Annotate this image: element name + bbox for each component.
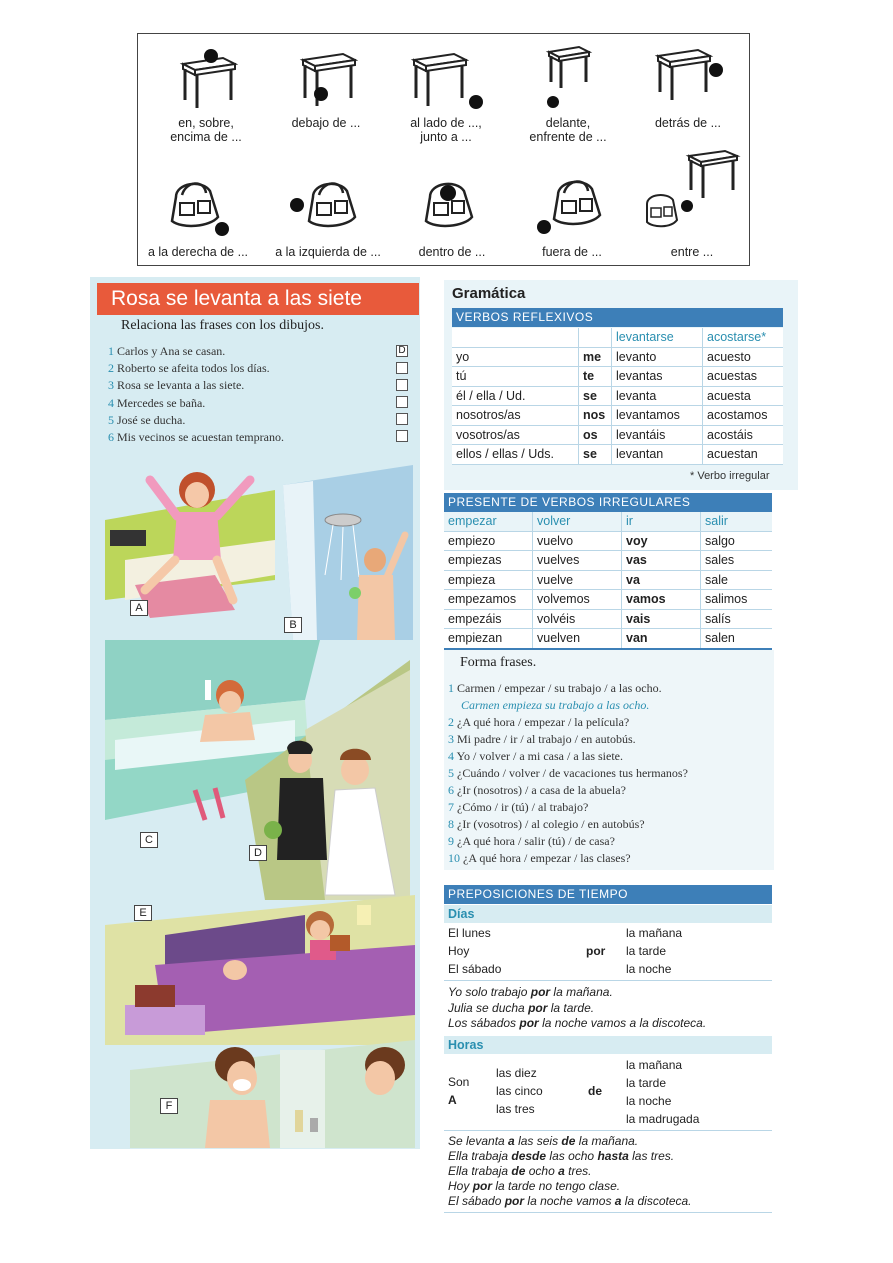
prep-outside-bag <box>512 169 632 259</box>
exercise-instruction: Relaciona las frases con los dibujos. <box>121 318 324 333</box>
prep-label-4: delante, enfrente de ... <box>529 116 607 144</box>
prep-label-5: detrás de ... <box>654 116 721 130</box>
exercise-list <box>108 343 408 446</box>
answer-box-1[interactable]: D <box>396 345 408 357</box>
table-ball-front-illustration <box>533 42 603 112</box>
prep-label-9: fuera de ... <box>542 245 602 259</box>
irregular-col-row: empezar volver ir salir <box>444 512 772 531</box>
scene-label-d: D <box>249 845 267 861</box>
forma-item-9: 9 ¿A qué hora / salir (tú) / de casa? <box>448 834 615 848</box>
divider <box>444 1130 772 1131</box>
dias-right-1: la mañana <box>626 926 683 940</box>
dias-example-3: Los sábados por la noche vamos a la discoteca. <box>448 1016 707 1030</box>
table-ball-under-illustration <box>291 42 361 112</box>
prep-between <box>632 146 752 259</box>
dias-example-1: Yo solo trabajo por la mañana. <box>448 985 613 999</box>
horas-example-1: Se levanta a las seis de la mañana. <box>448 1134 639 1148</box>
tiempo-header: PREPOSICIONES DE TIEMPO <box>444 885 772 904</box>
prep-right-bag <box>138 169 258 259</box>
forma-title: Forma frases. <box>460 655 537 670</box>
horas-examples <box>448 1134 692 1209</box>
dias-left-3: El sábado <box>448 962 502 976</box>
reflexive-header: VERBOS REFLEXIVOS <box>452 308 783 327</box>
prep-label-1: en, sobre, encima de ... <box>170 116 242 144</box>
prep-label-6: a la derecha de ... <box>147 245 249 259</box>
answer-box-3[interactable] <box>396 379 408 391</box>
exercise-item-6: 6 Mis vecinos se acuestan temprano. <box>108 430 284 445</box>
horas-label: Horas <box>444 1036 772 1054</box>
scene-label-a: A <box>130 600 148 616</box>
scene-label-e: E <box>134 905 152 921</box>
horas-example-3: Ella trabaja de ocho a tres. <box>448 1164 592 1178</box>
grammar-title: Gramática <box>452 285 526 302</box>
scene-d-illustration <box>245 660 410 900</box>
table-row: yo me levanto acuesto <box>452 347 783 367</box>
horas-example-4: Hoy por la tarde no tengo clase. <box>448 1179 621 1193</box>
forma-item-5: 5 ¿Cuándo / volver / de vacaciones tus hermanos? <box>448 766 688 780</box>
dias-left-1: El lunes <box>448 926 491 940</box>
horas-left-2: las cinco <box>496 1084 543 1098</box>
horas-right-1: la mañana <box>626 1058 683 1072</box>
horas-mid: de <box>588 1084 603 1098</box>
table-ball-behind-illustration <box>648 42 728 112</box>
table-row: empieza vuelve va sale <box>444 570 772 590</box>
irregular-header: PRESENTE DE VERBOS IRREGULARES <box>444 493 772 512</box>
table-row: vosotros/as os levantáis acostáis <box>452 425 783 445</box>
exercise-title: Rosa se levanta a las siete <box>97 283 419 315</box>
exercise-item-4: 4 Mercedes se baña. <box>108 395 206 410</box>
prep-beside-table <box>386 42 506 144</box>
scene-b-illustration <box>283 465 413 640</box>
bag-ball-table-between-illustration <box>637 146 747 241</box>
horas-left-3: las tres <box>496 1102 535 1116</box>
scene-label-c: C <box>140 832 158 848</box>
irregular-table <box>444 512 772 650</box>
scene-label-f: F <box>160 1098 178 1114</box>
prep-behind-table <box>628 42 748 130</box>
dias-examples <box>448 985 706 1032</box>
forma-item-2: 2 ¿A qué hora / empezar / la película? <box>448 715 630 729</box>
bag-ball-right-illustration <box>158 169 238 241</box>
horas-left-1: las diez <box>496 1066 537 1080</box>
reflexive-table <box>452 328 783 465</box>
forma-item-1: 1 Carmen / empezar / su trabajo / a las ocho. <box>448 681 662 695</box>
divider <box>444 980 772 981</box>
table-row: empezamos volvemos vamos salimos <box>444 590 772 610</box>
table-row: nosotros/as nos levantamos acostamos <box>452 406 783 426</box>
reflexive-col-levantarse: levantarse <box>612 328 703 347</box>
answer-box-5[interactable] <box>396 413 408 425</box>
irregular-note: * Verbo irregular <box>690 470 770 482</box>
horas-right-4: la madrugada <box>626 1112 700 1126</box>
prep-label-2: debajo de ... <box>291 116 361 130</box>
dias-left-2: Hoy <box>448 944 470 958</box>
horas-a: A <box>448 1093 457 1107</box>
prepositions-box <box>137 33 750 266</box>
forma-list <box>448 680 774 867</box>
table-row: él / ella / Ud. se levanta acuesta <box>452 386 783 406</box>
answer-box-2[interactable] <box>396 362 408 374</box>
table-row: empiezan vuelven van salen <box>444 629 772 649</box>
dias-right-3: la noche <box>626 962 672 976</box>
scene-a-illustration <box>105 450 275 620</box>
dias-example-2: Julia se ducha por la tarde. <box>448 1000 595 1015</box>
dias-mid: por <box>586 944 606 958</box>
prep-front-table <box>508 42 628 144</box>
prep-left-bag <box>268 169 388 259</box>
bag-ball-inside-illustration <box>412 169 492 241</box>
reflexive-col-row <box>452 328 783 347</box>
answer-box-4[interactable] <box>396 396 408 408</box>
prep-label-3: al lado de ..., junto a ... <box>410 116 482 144</box>
horas-right-3: la noche <box>626 1094 672 1108</box>
table-row: tú te levantas acuestas <box>452 367 783 387</box>
table-ball-beside-illustration <box>406 42 486 112</box>
horas-example-5: El sábado por la noche vamos a la discoteca. <box>448 1194 692 1208</box>
table-ball-on-illustration <box>171 42 241 112</box>
exercise-item-3: 3 Rosa se levanta a las siete. <box>108 378 245 393</box>
prep-inside-bag <box>392 169 512 259</box>
table-row: empiezas vuelves vas sales <box>444 551 772 571</box>
forma-example-answer: Carmen empieza su trabajo a las ocho. <box>461 698 650 712</box>
prep-label-10: entre ... <box>670 245 714 259</box>
forma-item-4: 4 Yo / volver / a mi casa / a las siete. <box>448 749 623 763</box>
exercise-item-5: 5 José se ducha. <box>108 412 186 427</box>
prep-label-7: a la izquierda de ... <box>275 245 381 259</box>
bag-ball-outside-illustration <box>532 169 612 241</box>
bag-ball-left-illustration <box>283 169 373 241</box>
table-row: ellos / ellas / Uds. se levantan acuestan <box>452 445 783 465</box>
scene-f-illustration <box>130 1040 415 1148</box>
forma-item-3: 3 Mi padre / ir / al trabajo / en autobús. <box>448 732 636 746</box>
forma-item-10: 10 ¿A qué hora / empezar / las clases? <box>448 851 631 865</box>
reflexive-col-acostarse: acostarse* <box>703 328 784 347</box>
table-row: empezáis volvéis vais salís <box>444 609 772 629</box>
forma-item-7: 7 ¿Cómo / ir (tú) / al trabajo? <box>448 800 589 814</box>
prep-label-8: dentro de ... <box>418 245 486 259</box>
exercise-item-2: 2 Roberto se afeita todos los días. <box>108 361 270 376</box>
horas-example-2: Ella trabaja desde las ocho hasta las tres. <box>448 1149 675 1163</box>
forma-item-6: 6 ¿Ir (nosotros) / a casa de la abuela? <box>448 783 626 797</box>
prep-on-table <box>146 42 266 144</box>
exercise-item-1: 1 Carlos y Ana se casan. <box>108 344 226 358</box>
dias-right-2: la tarde <box>626 944 667 958</box>
scene-label-b: B <box>284 617 302 633</box>
answer-box-6[interactable] <box>396 430 408 442</box>
table-row: empiezo vuelvo voy salgo <box>444 531 772 551</box>
horas-right-2: la tarde <box>626 1076 667 1090</box>
dias-label: Días <box>444 905 772 923</box>
horas-son: Son <box>448 1075 470 1089</box>
forma-item-8: 8 ¿Ir (vosotros) / al colegio / en autobús? <box>448 817 645 831</box>
prep-under-table <box>266 42 386 130</box>
